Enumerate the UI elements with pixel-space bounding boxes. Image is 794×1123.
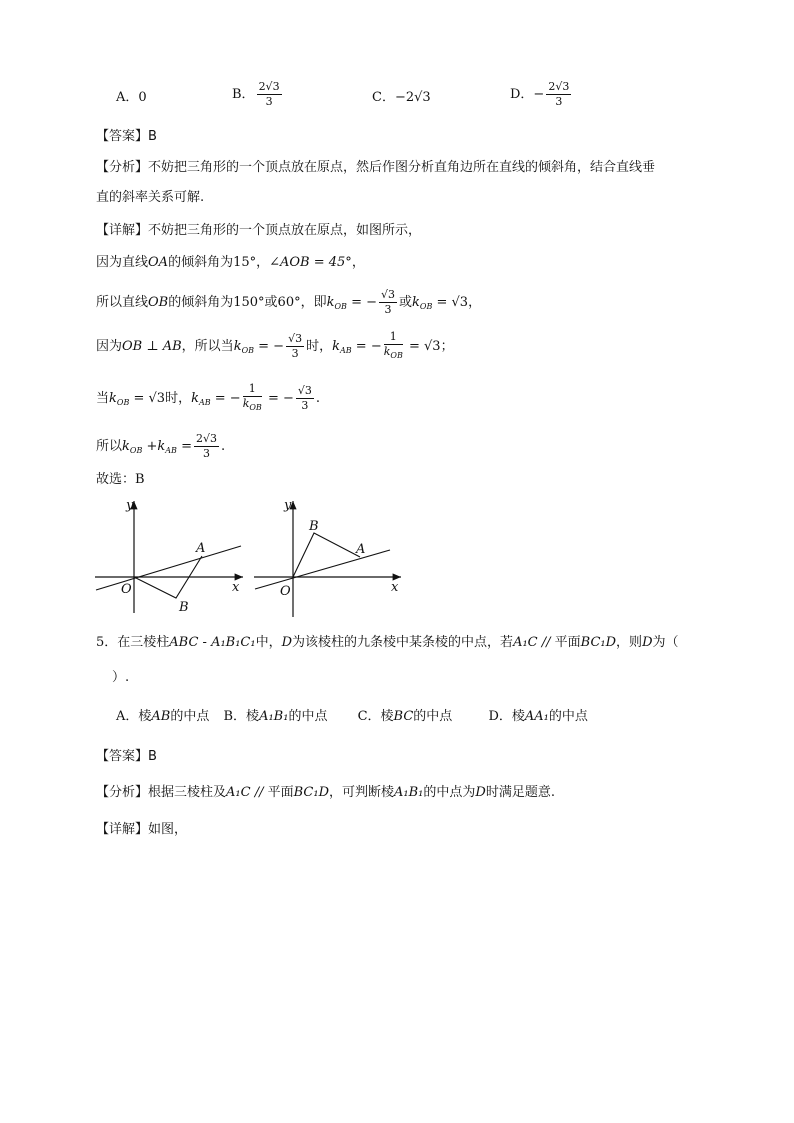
q4-analysis-line-1: 【分析】不妨把三角形的一个顶点放在原点，然后作图分析直角边所在直线的倾斜角，结合直线垂 — [96, 160, 656, 175]
fraction: $\frac{1}{k_{OB}}$ — [383, 330, 403, 360]
fraction: $\frac{√3}{3}$ — [288, 332, 303, 360]
label-y: y — [284, 498, 292, 513]
fraction: $\frac{2√3}{3}$ — [258, 80, 280, 108]
q5-options — [116, 707, 588, 727]
q5-option-d: D．棱AA₁的中点 — [488, 709, 588, 724]
fraction: $\frac{1}{k_{OB}}$ — [242, 382, 262, 412]
q4-option-d: D．− $\frac{2√3}{3}$ — [510, 80, 570, 108]
figure-right — [250, 495, 410, 620]
line-oa — [96, 546, 241, 590]
q5-option-a: A．棱AB的中点 — [116, 709, 210, 724]
q5-option-c: C．棱BC的中点 — [357, 709, 453, 724]
q5-answer: 【答案】B — [96, 749, 157, 764]
q5-detail: 【详解】如图， — [96, 822, 188, 837]
fraction: $\frac{√3}{3}$ — [297, 384, 312, 412]
label-o: O — [121, 582, 132, 597]
q4-detail-line-3: 所以直线OB的倾斜角为150°或60°，即$k_{OB}$ = − $\frac{√3}{3}$ 或$k_{OB} = √3$， — [96, 288, 482, 316]
label-o: O — [280, 584, 291, 599]
q4-option-c: C．−2√3 — [372, 90, 431, 105]
fraction: $\frac{2√3}{3}$ — [548, 80, 570, 108]
q4-option-b: B． $\frac{2√3}{3}$ — [232, 80, 280, 108]
label-b: B — [179, 600, 189, 615]
fraction: $\frac{√3}{3}$ — [380, 288, 395, 316]
q4-detail-line-1: 【详解】不妨把三角形的一个顶点放在原点，如图所示， — [96, 223, 422, 238]
q4-conclusion: 故选：B — [96, 472, 145, 487]
q4-option-a: A．0 — [116, 90, 147, 105]
fraction: $\frac{2√3}{3}$ — [195, 432, 217, 460]
triangle-oab — [293, 533, 360, 577]
q4-answer: 【答案】B — [96, 129, 157, 144]
label-x: x — [232, 580, 240, 595]
q5-option-b: B．棱A₁B₁的中点 — [223, 709, 328, 724]
figure-left — [90, 495, 250, 620]
q5-analysis: 【分析】根据三棱柱及A₁C // 平面BC₁D，可判断棱A₁B₁的中点为D时满足题意. — [96, 785, 555, 800]
q4-detail-line-4: 因为OB ⊥ AB，所以当$k_{OB}$ = − $\frac{√3}{3}$ 时，$k_{AB}$ = − $\frac{1}{k_{OB}}$ = √3； — [96, 330, 454, 363]
line-oa — [255, 550, 390, 589]
q5-stem-line-1: 5．在三棱柱ABC - A₁B₁C₁中，D为该棱柱的九条棱中某条棱的中点，若A₁C // 平面BC₁D，则D为（ — [96, 635, 679, 650]
label-a: A — [356, 542, 366, 557]
label-b: B — [309, 519, 319, 534]
label-y: y — [126, 498, 134, 513]
q4-detail-line-5: 当$k_{OB} = √3$时，$k_{AB}$ = − $\frac{1}{k_{OB}}$ = − $\frac{√3}{3}$ . — [96, 382, 320, 415]
q4-analysis-line-2: 直的斜率关系可解. — [96, 190, 205, 205]
q5-stem-line-2: ）. — [112, 670, 130, 685]
q4-detail-line-6: 所以$k_{OB} +k_{AB}$ = $\frac{2√3}{3}$ . — [96, 432, 226, 460]
label-a: A — [196, 541, 206, 556]
q4-detail-line-2: 因为直线OA的倾斜角为15°，∠AOB = 45°， — [96, 255, 365, 270]
label-x: x — [391, 580, 399, 595]
